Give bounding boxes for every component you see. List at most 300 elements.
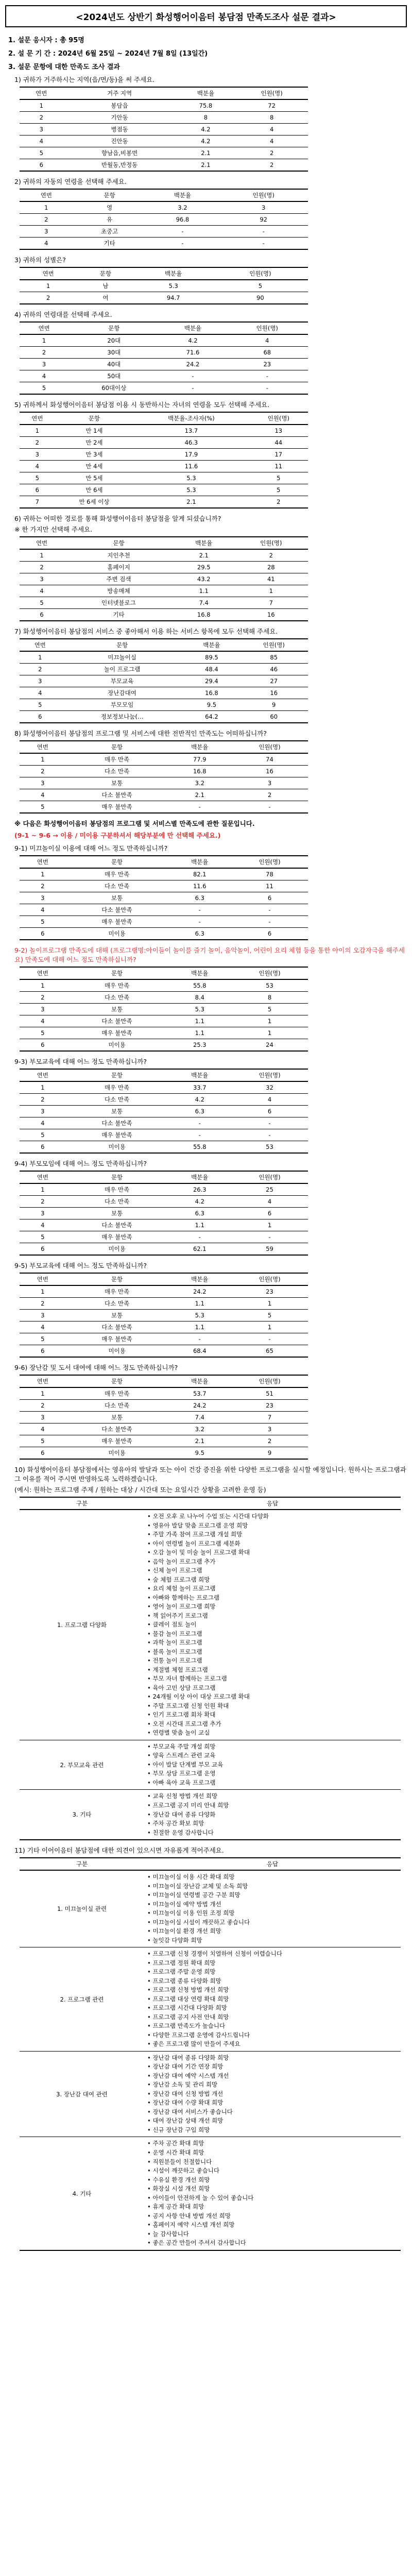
response-item: • 인기 프로그램 회차 확대 bbox=[147, 1711, 216, 1719]
table-cell: 11 bbox=[231, 880, 308, 892]
table-cell: 다소 만족 bbox=[66, 992, 168, 1004]
response-item: • 육아 고민 상담 프로그램 bbox=[147, 1684, 216, 1691]
table-cell: 4 bbox=[20, 238, 73, 250]
table-cell: 6 bbox=[20, 609, 64, 621]
question-6-subtitle: ※ 한 가지만 선택해 주세요. bbox=[14, 526, 93, 533]
table-cell: 46.3 bbox=[133, 437, 249, 449]
column-header: 인원(명) bbox=[239, 639, 308, 651]
table-cell: 2 bbox=[249, 496, 308, 509]
table-cell: 6 bbox=[20, 1141, 66, 1154]
table-cell: 5 bbox=[20, 1231, 66, 1243]
table-row bbox=[20, 777, 308, 789]
table-cell: 6.3 bbox=[168, 892, 231, 904]
table-row bbox=[20, 461, 308, 472]
response-item: • 프로그램 종류 다양화 희망 bbox=[147, 1977, 221, 1985]
response-item: • 프로그램 만족도가 높습니다 bbox=[147, 2022, 226, 2030]
question-8-table bbox=[20, 740, 308, 814]
table-cell: 매우 만족 bbox=[66, 753, 168, 766]
response-item: • 장난감 대여 종류 다양화 bbox=[147, 1810, 216, 1818]
table-cell: - bbox=[159, 382, 226, 395]
table-cell: - bbox=[168, 801, 231, 814]
table-cell: 1 bbox=[20, 201, 73, 214]
table-cell: 다소 만족 bbox=[66, 1400, 168, 1412]
question-9-6-title: 9-6) 장난감 및 도서 대여에 대해 어느 정도 만족하십니까? bbox=[14, 1364, 178, 1371]
table-cell: 보통 bbox=[66, 777, 168, 789]
table-row bbox=[20, 238, 308, 250]
question-1-table bbox=[20, 87, 308, 172]
table-cell: - bbox=[231, 1333, 308, 1345]
table-cell: 6 bbox=[20, 159, 63, 172]
table-cell: - bbox=[231, 1231, 308, 1243]
column-header: 연번 bbox=[20, 189, 73, 201]
table-cell: 1 bbox=[234, 585, 308, 597]
column-header: 연번 bbox=[20, 1171, 66, 1183]
table-cell: 5 bbox=[20, 472, 55, 484]
column-header: 문항 bbox=[77, 267, 134, 280]
table-cell: 보통 bbox=[66, 1004, 168, 1015]
column-header: 백분율-조사자(%) bbox=[133, 412, 249, 425]
response-item: • 양육 스트레스 관련 교육 bbox=[147, 1752, 216, 1759]
table-cell: 다소 불만족 bbox=[66, 1219, 168, 1231]
table-cell: 6 bbox=[231, 1106, 308, 1117]
table-cell: 4 bbox=[231, 1196, 308, 1208]
table-cell: 7 bbox=[20, 496, 55, 509]
table-header-row bbox=[20, 537, 308, 549]
response-item: • 프로그램 공지 미리 안내 희망 bbox=[147, 1801, 229, 1809]
response-item: • 미끄놀이실 이용 인원 조정 희망 bbox=[147, 1909, 235, 1917]
response-group-row bbox=[20, 2137, 401, 2250]
table-row bbox=[20, 1129, 308, 1141]
column-header: 문항 bbox=[66, 741, 168, 753]
table-cell: 13 bbox=[249, 425, 308, 437]
table-cell: 홈페이지 bbox=[64, 562, 174, 573]
column-header: 인원(명) bbox=[231, 1273, 308, 1285]
response-item: • 시설이 깨끗하고 좋습니다 bbox=[147, 2167, 219, 2175]
table-row bbox=[20, 1447, 308, 1460]
column-header: 백분율 bbox=[168, 1375, 231, 1387]
table-cell: 82.1 bbox=[168, 868, 231, 880]
column-header: 백분율 bbox=[168, 856, 231, 868]
table-cell: 4 bbox=[227, 334, 308, 347]
table-cell: 72 bbox=[235, 99, 308, 112]
table-row bbox=[20, 214, 308, 226]
table-cell: 9 bbox=[231, 1447, 308, 1460]
table-row bbox=[20, 1387, 308, 1400]
table-cell: 92 bbox=[219, 214, 308, 226]
table-cell: 만 5세 bbox=[55, 472, 133, 484]
table-cell: 11 bbox=[249, 461, 308, 472]
table-cell: - bbox=[231, 904, 308, 916]
table-row bbox=[20, 609, 308, 621]
response-item: • 좋은 공간 만들어 주셔서 감사합니다 bbox=[147, 2239, 246, 2247]
table-header-row bbox=[20, 322, 308, 334]
table-cell: 보통 bbox=[66, 1310, 168, 1321]
table-row bbox=[20, 425, 308, 437]
table-cell: 매우 불만족 bbox=[66, 1129, 168, 1141]
table-cell: 2 bbox=[20, 1400, 66, 1412]
response-item: • 좋은 프로그램 많이 만들어 주세요 bbox=[147, 2040, 241, 2048]
table-cell: 1 bbox=[20, 425, 55, 437]
table-row bbox=[20, 904, 308, 916]
table-cell: 6 bbox=[20, 928, 66, 940]
table-cell: 1 bbox=[231, 1027, 308, 1039]
table-row bbox=[20, 382, 308, 395]
table-cell: 2.1 bbox=[176, 147, 236, 159]
column-header: 문항 bbox=[55, 412, 133, 425]
table-cell: 장난감대여 bbox=[61, 687, 184, 699]
table-cell: 미이용 bbox=[66, 1447, 168, 1460]
table-cell: 7.4 bbox=[174, 597, 234, 609]
table-row bbox=[20, 549, 308, 562]
column-header: 문항 bbox=[66, 1273, 168, 1285]
question-9-3-title: 9-3) 부모교육에 대해 어느 정도 만족하십니까? bbox=[14, 1058, 147, 1065]
column-header: 백분율 bbox=[146, 189, 219, 201]
table-row bbox=[20, 124, 308, 135]
response-item: • 음악 놀이 프로그램 추가 bbox=[147, 1557, 216, 1565]
response-item: • 홈페이지 예약 시스템 개선 희망 bbox=[147, 2221, 235, 2229]
table-cell: 5 bbox=[20, 699, 61, 711]
question-7-title: 7) 화성행어이음터 봉담점의 서비스 중 좋아해서 이용 하는 서비스 항목에 모두 선택해 주세요. bbox=[14, 628, 278, 635]
table-cell: 1 bbox=[20, 549, 64, 562]
table-cell: 2.1 bbox=[168, 1435, 231, 1447]
response-category: 4. 기타 bbox=[20, 2137, 144, 2250]
table-cell: 만 6세 이상 bbox=[55, 496, 133, 509]
table-cell: 1 bbox=[20, 1081, 66, 1094]
table-cell: 매우 만족 bbox=[66, 1183, 168, 1196]
column-header: 백분율 bbox=[174, 537, 234, 549]
table-cell: 2 bbox=[20, 292, 77, 304]
column-header: 연번 bbox=[20, 856, 66, 868]
response-item: • 교육 신청 방법 개선 희망 bbox=[147, 1792, 218, 1800]
table-row bbox=[20, 370, 308, 382]
response-item: • 프로그램 정원 확대 희망 bbox=[147, 1959, 216, 1967]
table-cell: 만 2세 bbox=[55, 437, 133, 449]
question-6-title: 6) 귀하는 어떠한 경로를 통해 화성행어이음터 봉담점을 알게 되셨습니까? bbox=[14, 515, 221, 522]
table-cell: 17.9 bbox=[133, 449, 249, 461]
column-header: 백분율 bbox=[183, 639, 239, 651]
response-item: • 휴게 공간 확대 희망 bbox=[147, 2203, 204, 2211]
question-9-group bbox=[4, 843, 408, 1460]
table-cell: 1 bbox=[20, 1183, 66, 1196]
table-cell: 27 bbox=[239, 675, 308, 687]
table-cell: - bbox=[219, 238, 308, 250]
table-cell: - bbox=[168, 1333, 231, 1345]
column-header: 연번 bbox=[20, 537, 64, 549]
table-cell: 매우 만족 bbox=[66, 1387, 168, 1400]
table-row bbox=[20, 1183, 308, 1196]
table-cell: 방송매체 bbox=[64, 585, 174, 597]
response-item: • 신체 놀이 프로그램 bbox=[147, 1567, 202, 1574]
table-row bbox=[20, 159, 308, 172]
column-header: 문항 bbox=[66, 1375, 168, 1387]
table-cell: 유 bbox=[73, 214, 146, 226]
table-cell: - bbox=[227, 370, 308, 382]
response-item: • 아이 발달 단계별 부모 교육 bbox=[147, 1760, 224, 1768]
table-header-row bbox=[20, 1171, 308, 1183]
table-cell: 32 bbox=[231, 1081, 308, 1094]
table-cell: 기타 bbox=[64, 609, 174, 621]
response-item: • 주차 공간 확대 희망 bbox=[147, 2140, 204, 2147]
table-cell: 4.2 bbox=[168, 1094, 231, 1106]
table-row bbox=[20, 585, 308, 597]
column-header: 응답 bbox=[144, 1497, 401, 1510]
table-cell: 3 bbox=[20, 124, 63, 135]
question-10-subtitle: (예시: 원하는 프로그램 주제 / 원하는 대상 / 시간대 또는 요일시간 상황을 고려한 운영 등) bbox=[14, 1486, 266, 1494]
table-cell: 77.9 bbox=[168, 753, 231, 766]
column-header: 문항 bbox=[61, 639, 184, 651]
table-row bbox=[20, 562, 308, 573]
table-header-row bbox=[20, 189, 308, 201]
response-item: • 다양한 프로그램 운영에 감사드립니다 bbox=[147, 2031, 250, 2039]
table-cell: 매우 불만족 bbox=[66, 1231, 168, 1243]
response-item: • 신규 장난감 구입 희망 bbox=[147, 2126, 210, 2133]
table-cell: 2 bbox=[20, 562, 64, 573]
question-9-2-table bbox=[20, 967, 308, 1052]
table-cell: 향남읍,비봉면 bbox=[63, 147, 176, 159]
table-cell: 보통 bbox=[66, 1208, 168, 1219]
table-cell: 병점동 bbox=[63, 124, 176, 135]
table-cell: 부모모임 bbox=[61, 699, 184, 711]
table-cell: 89.5 bbox=[183, 651, 239, 664]
table-cell: 매우 불만족 bbox=[66, 1333, 168, 1345]
response-category: 1. 미끄놀이실 관련 bbox=[20, 1870, 144, 1947]
table-row bbox=[20, 1196, 308, 1208]
column-header: 연번 bbox=[20, 1273, 66, 1285]
table-cell: 23 bbox=[231, 1400, 308, 1412]
table-cell: 4 bbox=[20, 461, 55, 472]
table-header-row bbox=[20, 412, 308, 425]
table-cell: 미이용 bbox=[66, 928, 168, 940]
table-cell: 68.4 bbox=[168, 1345, 231, 1358]
response-item: • 전통 놀이 프로그램 bbox=[147, 1657, 202, 1665]
table-cell: 5.3 bbox=[133, 472, 249, 484]
table-cell: 4 bbox=[20, 1219, 66, 1231]
table-cell: 44 bbox=[249, 437, 308, 449]
table-cell: 53.7 bbox=[168, 1387, 231, 1400]
table-row bbox=[20, 292, 308, 304]
table-cell: - bbox=[168, 904, 231, 916]
table-cell: 20대 bbox=[68, 334, 159, 347]
table-header-row bbox=[20, 856, 308, 868]
question-9-1-title: 9-1) 미끄놀이실 이용에 대해 어느 정도 만족하십니까? bbox=[14, 844, 168, 852]
table-cell: 반월동,반정동 bbox=[63, 159, 176, 172]
table-row bbox=[20, 868, 308, 880]
table-row bbox=[20, 699, 308, 711]
table-cell: 3 bbox=[20, 1106, 66, 1117]
table-cell: 부모교육 bbox=[61, 675, 184, 687]
results-heading: 3. 설문 문항에 대한 만족도 조사 결과 bbox=[8, 63, 120, 71]
response-item: • 프로그램 주말 운영 희망 bbox=[147, 1968, 216, 1976]
table-row bbox=[20, 1015, 308, 1027]
table-cell: 다소 불만족 bbox=[66, 1015, 168, 1027]
table-cell: 3 bbox=[20, 1412, 66, 1423]
table-cell: 2 bbox=[20, 347, 68, 359]
table-row bbox=[20, 979, 308, 992]
table-cell: - bbox=[231, 1117, 308, 1129]
table-cell: 1 bbox=[20, 99, 63, 112]
question-9-note: (9-1 ~ 9-6 → 이용 / 미이용 구분하셔서 해당부분에 만 선택해 주세요.) bbox=[14, 832, 221, 839]
table-cell: 다소 불만족 bbox=[66, 1321, 168, 1333]
question-9-5-table bbox=[20, 1273, 308, 1358]
question-9-6-table bbox=[20, 1375, 308, 1460]
response-item: • 친절한 운영 감사합니다 bbox=[147, 1828, 214, 1836]
response-category: 2. 부모교육 관련 bbox=[20, 1740, 144, 1790]
table-cell: 다소 만족 bbox=[66, 1196, 168, 1208]
table-cell: 5.3 bbox=[133, 484, 249, 496]
table-cell: 5 bbox=[20, 801, 66, 814]
table-cell: 미이용 bbox=[66, 1039, 168, 1052]
table-cell: 16 bbox=[239, 687, 308, 699]
table-row bbox=[20, 347, 308, 359]
table-cell: 62.1 bbox=[168, 1243, 231, 1256]
question-9-1-table bbox=[20, 855, 308, 940]
column-header: 문항 bbox=[73, 189, 146, 201]
table-cell: 1.1 bbox=[168, 1321, 231, 1333]
table-cell: 71.6 bbox=[159, 347, 226, 359]
column-header: 인원(명) bbox=[249, 412, 308, 425]
table-row bbox=[20, 651, 308, 664]
column-header: 문항 bbox=[66, 1171, 168, 1183]
column-header: 인원(명) bbox=[231, 1069, 308, 1081]
response-item: • 미끄놀이실 이용 시간 확대 희망 bbox=[147, 1873, 235, 1881]
table-cell: 6 bbox=[20, 484, 55, 496]
table-cell: 매우 만족 bbox=[66, 979, 168, 992]
question-3-title: 3) 귀하의 성별은? bbox=[14, 256, 66, 264]
column-header: 문항 bbox=[66, 1069, 168, 1081]
table-row bbox=[20, 1321, 308, 1333]
table-cell: 3 bbox=[20, 892, 66, 904]
response-item: • 부모교육 주말 개설 희망 bbox=[147, 1742, 216, 1750]
response-item: • 계절별 체험 프로그램 bbox=[147, 1666, 208, 1673]
table-cell: 1 bbox=[20, 651, 61, 664]
column-header: 백분율 bbox=[176, 87, 236, 99]
response-item: • 물감 놀이 프로그램 bbox=[147, 1630, 202, 1637]
table-cell: 만 1세 bbox=[55, 425, 133, 437]
response-group-row bbox=[20, 1870, 401, 1947]
table-row bbox=[20, 1285, 308, 1298]
table-cell: 매우 불만족 bbox=[66, 1435, 168, 1447]
table-cell: 기안동 bbox=[63, 112, 176, 124]
table-cell: - bbox=[146, 226, 219, 238]
response-item: • 오전 시간대 프로그램 추가 bbox=[147, 1720, 221, 1727]
table-cell: 다소 만족 bbox=[66, 766, 168, 777]
table-cell: 1 bbox=[20, 979, 66, 992]
table-cell: 5.3 bbox=[134, 280, 213, 292]
table-cell: 보통 bbox=[66, 1106, 168, 1117]
response-item: • 장난감 대여 서비스가 좋습니다 bbox=[147, 2108, 233, 2115]
question-2-table bbox=[20, 189, 308, 250]
response-item: • 주말 가족 참여 프로그램 개설 희망 bbox=[147, 1531, 243, 1538]
response-item: • 부모 자녀 함께하는 프로그램 bbox=[147, 1675, 227, 1683]
table-cell: 매우 만족 bbox=[66, 1081, 168, 1094]
table-cell: 5 bbox=[231, 1004, 308, 1015]
table-row bbox=[20, 1400, 308, 1412]
table-cell: 13.7 bbox=[133, 425, 249, 437]
table-cell: 2 bbox=[235, 147, 308, 159]
response-list bbox=[144, 1510, 401, 1740]
table-row bbox=[20, 135, 308, 147]
table-cell: 여 bbox=[77, 292, 134, 304]
table-cell: 다소 만족 bbox=[66, 1094, 168, 1106]
table-cell: 9.5 bbox=[183, 699, 239, 711]
question-9-2-title: 9-2) 놀이프로그램 만족도에 대해 (프로그램명:아이들이 놀이를 즐기 놀이, 음악놀이, 어린이 요리 체험 등을 통한 아이의 오감자극을 해주세요) 만족도에 대해 어느 정도 만족하십니까? bbox=[14, 946, 405, 963]
table-cell: 16.8 bbox=[174, 609, 234, 621]
table-cell: 5 bbox=[213, 280, 308, 292]
table-cell: 7 bbox=[231, 1412, 308, 1423]
table-cell: 41 bbox=[234, 573, 308, 585]
table-row bbox=[20, 1231, 308, 1243]
table-cell: 4.2 bbox=[176, 135, 236, 147]
question-9-5-title: 9-5) 부모교육에 대해 어느 정도 만족하십니까? bbox=[14, 1262, 147, 1269]
response-item: • 운영 시간 확대 희망 bbox=[147, 2149, 204, 2156]
table-cell: 5 bbox=[20, 1129, 66, 1141]
table-cell: 정보정보나눔(… bbox=[61, 711, 184, 723]
table-cell: 2 bbox=[20, 992, 66, 1004]
response-item: • 책 읽어주기 프로그램 bbox=[147, 1612, 208, 1619]
table-cell: 46 bbox=[239, 664, 308, 675]
table-cell: 8 bbox=[231, 992, 308, 1004]
table-row bbox=[20, 1219, 308, 1231]
response-item: • 요리 체험 놀이 프로그램 bbox=[147, 1585, 216, 1592]
table-cell: 4 bbox=[20, 1015, 66, 1027]
table-cell: 1.1 bbox=[168, 1219, 231, 1231]
table-cell: 4.2 bbox=[159, 334, 226, 347]
table-cell: 2 bbox=[20, 214, 73, 226]
table-cell: 4.2 bbox=[168, 1196, 231, 1208]
table-cell: 16 bbox=[234, 609, 308, 621]
table-cell: - bbox=[168, 1129, 231, 1141]
response-item: • 장난감 대여 기간 연장 희망 bbox=[147, 2063, 224, 2071]
column-header: 연번 bbox=[20, 412, 55, 425]
column-header: 연번 bbox=[20, 87, 63, 99]
table-cell: 30대 bbox=[68, 347, 159, 359]
table-cell: 남 bbox=[77, 280, 134, 292]
table-cell: 4 bbox=[20, 789, 66, 801]
response-item: • 미끄놀이실 환경 개선 희망 bbox=[147, 1927, 221, 1935]
table-cell: 2.1 bbox=[174, 549, 234, 562]
column-header: 인원(명) bbox=[231, 1375, 308, 1387]
table-row bbox=[20, 801, 308, 814]
table-row bbox=[20, 1039, 308, 1052]
table-cell: 25 bbox=[231, 1183, 308, 1196]
column-header: 연번 bbox=[20, 741, 66, 753]
response-item: • 미끄놀이실 장난감 교체 및 소독 희망 bbox=[147, 1882, 248, 1890]
table-cell: 5 bbox=[20, 382, 68, 395]
table-row bbox=[20, 1081, 308, 1094]
table-cell: 보통 bbox=[66, 1412, 168, 1423]
table-cell: - bbox=[227, 382, 308, 395]
table-cell: 4 bbox=[231, 1094, 308, 1106]
table-cell: 16.8 bbox=[168, 766, 231, 777]
question-1-title: 1) 귀하가 거주하시는 지역(읍/면/동)을 써 주세요. bbox=[14, 76, 155, 83]
question-9-4-table bbox=[20, 1171, 308, 1256]
table-row bbox=[20, 359, 308, 370]
table-cell: 2 bbox=[20, 1196, 66, 1208]
table-cell: 65 bbox=[231, 1345, 308, 1358]
table-cell: 28 bbox=[234, 562, 308, 573]
table-cell: 만 3세 bbox=[55, 449, 133, 461]
table-cell: 23 bbox=[231, 1285, 308, 1298]
question-5-title: 5) 귀하께서 화성행어이음터 봉담점 이용 시 동반하시는 자녀의 연령을 모두 선택해 주세요. bbox=[14, 401, 270, 409]
table-cell: - bbox=[146, 238, 219, 250]
table-row bbox=[20, 880, 308, 892]
response-category: 3. 장난감 대여 관련 bbox=[20, 2051, 144, 2137]
response-item: • 부모 상담 프로그램 운영 bbox=[147, 1770, 216, 1777]
column-header: 연번 bbox=[20, 267, 77, 280]
question-9-4-title: 9-4) 부모모임에 대해 어느 정도 만족하십니까? bbox=[14, 1160, 147, 1167]
response-item: • 아빠 육아 교육 프로그램 bbox=[147, 1778, 216, 1786]
table-row bbox=[20, 437, 308, 449]
